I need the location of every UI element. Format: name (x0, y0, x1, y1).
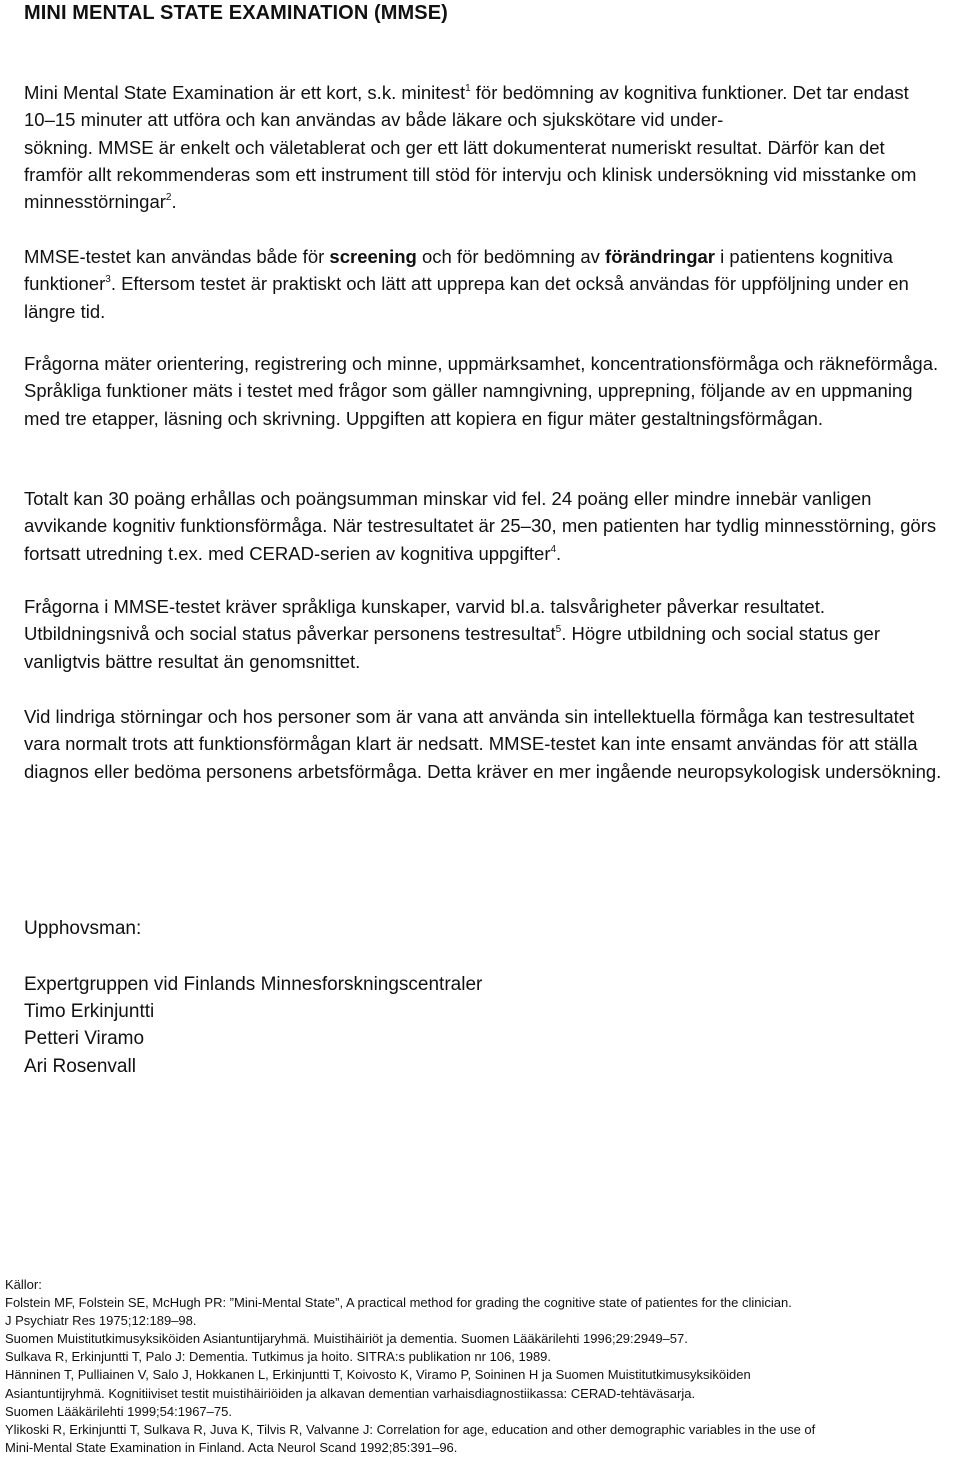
footnote-ref: 3 (105, 274, 111, 286)
source-line: Folstein MF, Folstein SE, McHugh PR: ”Mini-Mental State”, A practical method for grading the cognitive state of patientes for the clinician. (5, 1295, 792, 1311)
author-name: Timo Erkinjuntti (24, 1001, 155, 1023)
intro-text: för bedömning av kognitiva funktioner. Det tar endast 10–15 minuter att utföra och kan användas av både läkare och sjukskötare vid under- (24, 82, 909, 131)
scoring-text: . (556, 542, 562, 564)
source-line: Suomen Muistitutkimusyksiköiden Asiantuntijaryhmä. Muistihäiriöt ja dementia. Suomen Lääkärilehti 1996;29:2949–57. (5, 1331, 688, 1347)
source-line: Asiantuntijryhmä. Kognitiiviset testit muistihäiriöiden ja alkavan dementian varhaisdiagnostiikassa: CERAD-tehtäväsarja. (5, 1385, 696, 1401)
usage-text: i patientens kognitiva funktioner (24, 246, 893, 295)
intro-paragraph (24, 79, 944, 215)
source-line: Ylikoski R, Erkinjuntti T, Sulkava R, Juva K, Tilvis R, Valvanne J: Correlation for age, education and other demographic variables in the use of (5, 1421, 816, 1437)
scoring-paragraph (24, 485, 944, 567)
usage-text: . Eftersom testet är praktiskt och lätt att upprepa kan det också användas för uppföljning under en längre tid. (24, 273, 909, 322)
intro-text: . (171, 191, 177, 213)
footnote-ref: 5 (555, 624, 562, 636)
source-line: Sulkava R, Erkinjuntti T, Palo J: Dementia. Tutkimus ja hoito. SITRA:s publikation nr 106, 1989. (5, 1349, 552, 1365)
scoring-text: Totalt kan 30 poäng erhållas och poängsumman minskar vid fel. 24 poäng eller mindre innebär vanligen avvikande kognitiv funktionsförmåga. När testresultatet är 25–30, men patienten har tydlig minnesstörning, görs fortsatt utredning t.ex. med CERAD-serien av kognitiva uppgifter (24, 488, 937, 564)
usage-paragraph (24, 243, 944, 325)
sources-list (5, 1276, 960, 1457)
source-line: Mini-Mental State Examination in Finland. Acta Neurol Scand 1992;85:391–96. (5, 1439, 458, 1455)
footnote-ref: 1 (465, 83, 471, 94)
intro-text: sökning. MMSE är enkelt och väletablerat och ger ett lätt dokumenterat numeriskt resultat. Därför kan det framför allt rekommenderas som ett instrument till stöd för intervju och klinisk undersökning vid misstanke om minnesstörningar (24, 136, 917, 213)
author-name: Petteri Viramo (24, 1028, 145, 1050)
footnote-ref: 2 (165, 192, 172, 204)
author-name: Ari Rosenvall (24, 1055, 136, 1077)
source-line: Suomen Lääkärilehti 1999;54:1967–75. (5, 1403, 232, 1419)
intro-text: Mini Mental State Examination är ett kort, s.k. minitest (24, 82, 466, 103)
limitations-paragraph: Vid lindriga störningar och hos personer som är vana att använda sin intellektuella förmåga kan testresultatet vara normalt trots att funktionsförmågan klart är nedsatt. MMSE-testet kan inte ensamt användas för att ställa diagnos eller bedöma personens arbetsförmåga. Detta kräver en mer ingående neuropsykologisk undersökning. (24, 706, 942, 782)
authors-label: Upphovsman: (24, 918, 142, 939)
questions-paragraph: Frågorna mäter orientering, registrering och minne, uppmärksamhet, koncentrationsförmåga och räkneförmåga. Språkliga funktioner mäts i testet med frågor som gäller namngivning, upprepning, följande av en uppmaning med tre etapper, läsning och skrivning. Uppgiften att kopiera en figur mäter gestaltningsförmågan. (24, 353, 939, 429)
page-title: MINI MENTAL STATE EXAMINATION (MMSE) (24, 2, 448, 24)
sources-heading: Källor: (5, 1277, 42, 1292)
source-line: Hänninen T, Pulliainen V, Salo J, Hokkanen L, Erkinjuntti T, Koivosto K, Viramo P, Soininen H ja Suomen Muistitutkimusyksiköiden (5, 1367, 751, 1383)
usage-text: och för bedömning av (416, 246, 606, 267)
source-line: J Psychiatr Res 1975;12:189–98. (5, 1313, 197, 1329)
emphasis-screening: screening (329, 246, 417, 267)
author-list (24, 971, 482, 1080)
language-paragraph (24, 593, 944, 675)
language-text: Frågorna i MMSE-testet kräver språkliga kunskaper, varvid bl.a. talsvårigheter påverkar resultatet. Utbildningsnivå och social status påverkar personens testresultat (24, 596, 825, 645)
footnote-ref: 4 (550, 543, 557, 555)
language-text: . Högre utbildning och social status ger vanligtvis bättre resultat än genomsnittet. (24, 623, 880, 672)
author-name: Expertgruppen vid Finlands Minnesforskningscentraler (24, 974, 483, 995)
usage-text: MMSE-testet kan användas både för (24, 246, 330, 267)
emphasis-changes: förändringar (605, 246, 716, 267)
